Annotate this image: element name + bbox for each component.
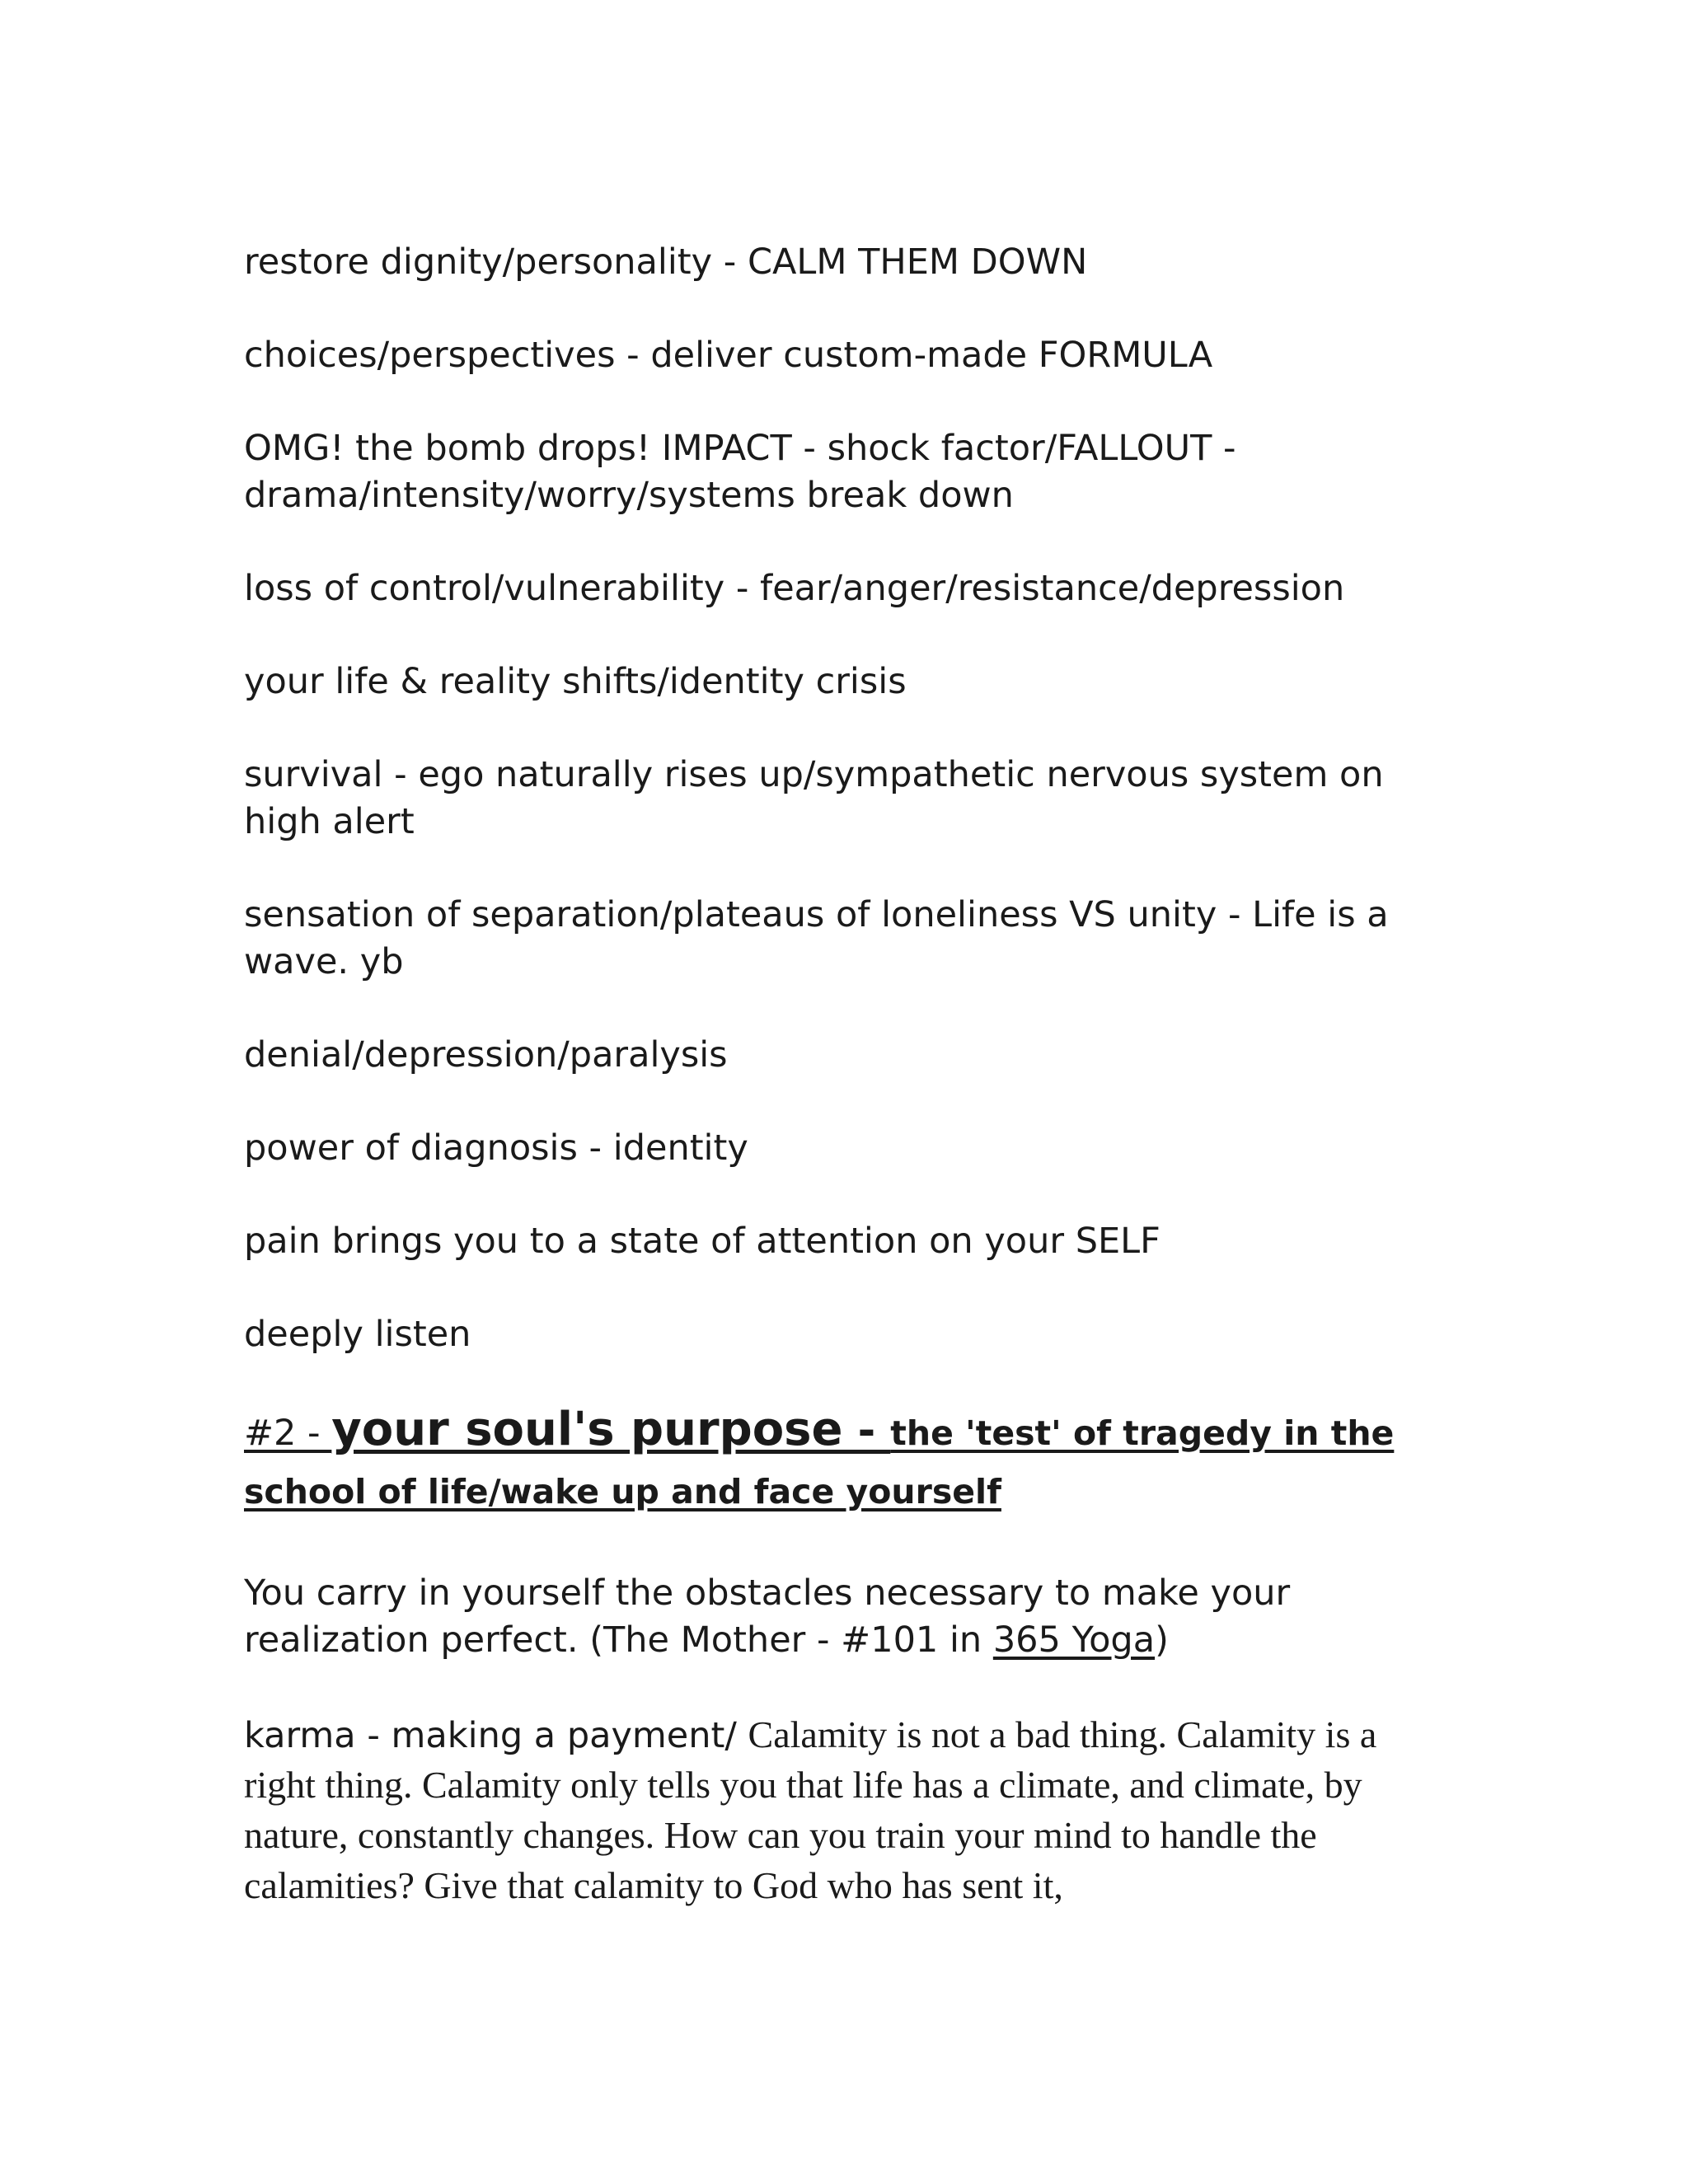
karma-body: Calamity is not a bad thing. Calamity is a right thing. Calamity only tells you that life has a climate, and climate, by nature, constantly changes. How can you train your mind to handle the calamities? Give that calamity to God who has sent it, [244, 1713, 1377, 1906]
quote-paragraph [244, 1570, 1447, 1664]
section-dash: - [842, 1406, 891, 1455]
section-subtitle: the 'test' of tragedy in the school of life/wake up and face yourself [244, 1413, 1395, 1511]
quote-close: ) [1155, 1619, 1169, 1661]
note-line: deeply listen [244, 1314, 471, 1355]
book-title: 365 Yoga [992, 1619, 1156, 1661]
page-content [244, 239, 1447, 1957]
note-line: choices/perspectives - deliver custom-made FORMULA [244, 335, 1213, 376]
section-number: #2 - [244, 1413, 332, 1454]
karma-paragraph [244, 1710, 1447, 1911]
note-line: power of diagnosis - identity [244, 1127, 748, 1169]
karma-lead: karma - making a payment/ [244, 1715, 748, 1756]
note-line: restore dignity/personality - CALM THEM DOWN [244, 241, 1088, 283]
note-line: your life & reality shifts/identity crisis [244, 661, 907, 702]
quote-text: You carry in yourself the obstacles necessary to make your realization perfect. (The Mother - #101 in [244, 1572, 1291, 1661]
section-heading [244, 1404, 1447, 1525]
note-line: loss of control/vulnerability - fear/anger/resistance/depression [244, 568, 1345, 609]
section-title: your soul's purpose [331, 1403, 843, 1456]
note-line: denial/depression/paralysis [244, 1034, 728, 1076]
note-line: pain brings you to a state of attention on your SELF [244, 1221, 1160, 1262]
note-line: sensation of separation/plateaus of loneliness VS unity - Life is a wave. yb [244, 894, 1389, 982]
note-line: OMG! the bomb drops! IMPACT - shock factor/FALLOUT - drama/intensity/worry/systems break down [244, 428, 1236, 516]
note-line: survival - ego naturally rises up/sympathetic nervous system on high alert [244, 754, 1384, 842]
